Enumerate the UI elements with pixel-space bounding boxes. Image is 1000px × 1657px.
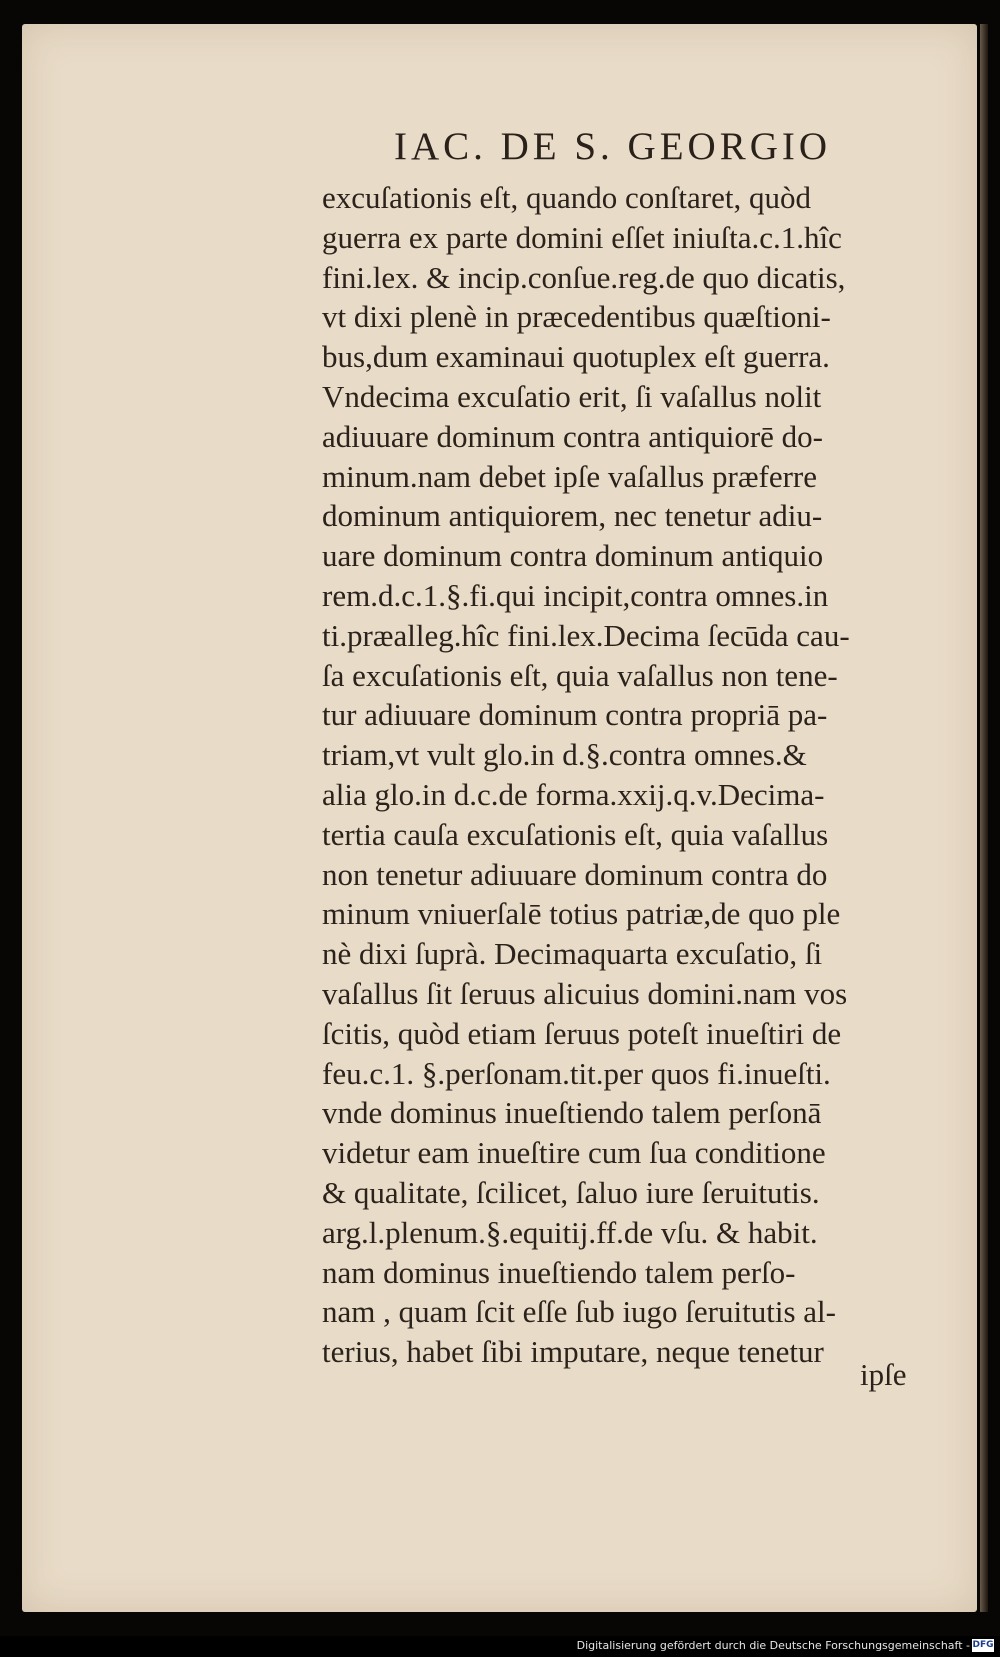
dfg-logo: DFG xyxy=(972,1640,994,1650)
text-line: guerra ex parte domini eſſet iniuſta.c.1.hîc xyxy=(322,219,842,255)
text-line: ſa excuſationis eſt, quia vaſallus non tene- xyxy=(322,657,838,693)
text-line: videtur eam inueſtire cum ſua conditione xyxy=(322,1135,826,1171)
text-line: arg.l.plenum.§.equitij.ff.de vſu. & habit. xyxy=(322,1214,818,1250)
text-line: minum vniuerſalē totius patriæ,de quo ple xyxy=(322,896,841,932)
text-line: feu.c.1. §.perſonam.tit.per quos fi.inueſti. xyxy=(322,1055,831,1091)
text-line: uare dominum contra dominum antiquio xyxy=(322,538,824,574)
footer-credit: Digitalisierung gefördert durch die Deutsche Forschungsgemeinschaft - xyxy=(576,1639,970,1652)
text-line: alia glo.in d.c.de forma.xxij.q.v.Decima- xyxy=(322,776,825,812)
text-line: vaſallus ſit ſeruus alicuius domini.nam vos xyxy=(322,975,848,1011)
page-edge xyxy=(980,24,988,1612)
text-line: dominum antiquiorem, nec tenetur adiu- xyxy=(322,498,823,534)
text-line: minum.nam debet ipſe vaſallus præferre xyxy=(322,458,817,494)
text-line: vt dixi plenè in præcedentibus quæſtioni- xyxy=(322,299,831,335)
text-line: adiuuare dominum contra antiquiorē do- xyxy=(322,418,824,454)
text-line: ti.præalleg.hîc fini.lex.Decima ſecūda cau- xyxy=(322,617,850,653)
text-line: rem.d.c.1.§.fi.qui incipit,contra omnes.in xyxy=(322,577,829,613)
catchword: ipſe xyxy=(860,1357,907,1392)
text-line: bus,dum examinaui quotuplex eſt guerra. xyxy=(322,339,830,375)
body-text xyxy=(322,178,932,1372)
text-line: triam,vt vult glo.in d.§.contra omnes.& xyxy=(322,737,807,773)
text-line: & qualitate, ſcilicet, ſaluo iure ſeruitutis. xyxy=(322,1174,820,1210)
text-line: nè dixi ſuprà. Decimaquarta excuſatio, ſi xyxy=(322,936,823,972)
text-line: tur adiuuare dominum contra propriā pa- xyxy=(322,697,828,733)
text-line: nam dominus inueſtiendo talem perſo- xyxy=(322,1254,796,1290)
running-head: IAC. DE S. GEORGIO xyxy=(393,125,832,168)
text-line: ſcitis, quòd etiam ſeruus poteſt inueſtiri de xyxy=(322,1015,842,1051)
text-line: vnde dominus inueſtiendo talem perſonā xyxy=(322,1095,822,1131)
text-line: terius, habet ſibi imputare, neque tenetur xyxy=(322,1334,824,1370)
text-line: tertia cauſa excuſationis eſt, quia vaſallus xyxy=(322,816,829,852)
text-line: nam , quam ſcit eſſe ſub iugo ſeruitutis al- xyxy=(322,1294,836,1330)
text-line: non tenetur adiuuare dominum contra do xyxy=(322,856,828,892)
text-line: Vndecima excuſatio erit, ſi vaſallus nolit xyxy=(322,378,822,414)
text-line: fini.lex. & incip.conſue.reg.de quo dicatis, xyxy=(322,259,846,295)
text-line: excuſationis eſt, quando conſtaret, quòd xyxy=(322,180,811,215)
